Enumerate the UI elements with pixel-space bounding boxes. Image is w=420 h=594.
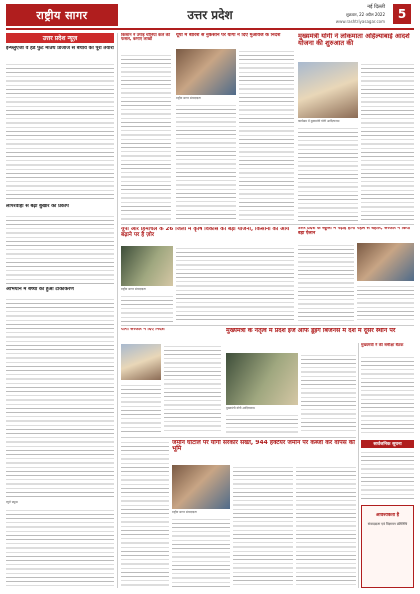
masthead-website: www.rashtriyasagar.com [335,19,385,24]
right-mid-text-1 [298,243,354,323]
divider-mid [121,224,414,225]
col2-article-text [121,53,171,223]
right-mid-text-2 [357,284,414,323]
lead-article-text-right [361,62,414,222]
cm-photo [226,353,298,405]
left-headline-3: अभियान में बच्चों का हुआ टीकाकरण [6,287,74,292]
column-divider-1 [117,33,118,588]
mid-headline: यूपी और हिमाचल के 26 जिलों में कृषि विकास की बड़ी योजना, किसानों को आय बढ़ाने पर है ज़ोर [121,227,290,238]
right-headline: मुख्यमंत्री ने की समीक्षा बैठक [361,343,404,347]
left-section-label: उत्तर प्रदेश न्यूज़ [6,33,114,43]
masthead-rule [6,28,414,30]
bottom-text-1 [233,465,293,588]
cm-photo-caption: मुख्यमंत्री योगी आदित्यनाथ [226,406,255,410]
section-state-title: उत्तर प्रदेश [187,8,233,22]
bottom-headline: जमीन घोटाले पर योगी सरकार सख्त, 944 हेक्टेयर जमीन पर कब्जा कर वापस की भूमि [172,440,355,453]
bottom-photo-caption: राष्ट्रीय सागर संवाददाता [172,510,197,514]
right-mid-headline: उत्तर प्रदेश के स्कूलों में पढ़ाई होगी पहले से बेहतर, सरकार ने किया बड़ा ऐलान [298,227,411,236]
bottom-text-3 [172,517,230,588]
left-headline-1: इन्फ्लुएंजा व हैंड फुट माउथ डिजीज से बचाव की पूरी तैयारी [6,46,114,51]
top-headline: यूपी में बारिश से नुकसान पर योगी ने दिए मुआवजे के निर्देश [176,33,281,38]
mid-article-text-2 [121,294,173,322]
cm-headline: मुख्यमंत्री के नेतृत्व में प्रदेश ईज ऑफ डूइंग बिजनेस में देश में दूसरे स्थान पर [226,328,396,334]
lead-photo [298,62,358,118]
mid-photo-caption: राष्ट्रीय सागर संवाददाता [121,287,146,291]
mid-photo [121,246,173,286]
top-article-text-left [176,103,236,221]
top-photo-caption: राष्ट्रीय सागर संवाददाता [176,96,201,100]
top-article-text-right [239,49,294,221]
lead-article-text-left [298,126,358,222]
left-byline: ब्यूरो प्रमुख [6,500,18,504]
left-headline-2: लापरवाही से बढ़ा बुखार का प्रकोप [6,204,69,209]
mid2-text-2 [121,383,161,434]
divider-lower [121,325,414,326]
top-story-photo [176,49,236,95]
lead-photo-caption: कार्यक्रम में मुख्यमंत्री योगी आदित्यनाथ [298,119,340,123]
divider-bottom [121,437,356,438]
left-article-2-text [6,214,114,284]
left-article-1-text [6,62,114,200]
col2-headline: किसान ने उगाई चीनिया केले की फसल, कमाए लाखों [121,33,170,42]
ad-text: संवाददाता एवं विज्ञापन प्रतिनिधि [367,522,408,526]
column-divider-right [358,343,359,588]
lower-left-text [121,440,169,588]
masthead-brand: राष्ट्रीय सागर [6,4,118,26]
cm-text-1 [301,353,356,434]
lead-headline: मुख्यमंत्री योगी ने लोकमाता अहिल्याबाई आदर्श योजना की शुरुआत की [298,33,410,47]
mid-article-text [176,246,294,322]
notice-title: सार्वजनिक सूचना [361,440,414,448]
masthead-city: नई दिल्ली [367,4,385,10]
page-number: 5 [393,4,411,24]
mid2-text-1 [164,344,221,434]
masthead-date: शुक्रवार, 22 अप्रैल 2022 [345,12,385,17]
left-article-4-text [6,508,114,588]
notice-text [361,450,414,502]
bottom-photo [172,465,230,509]
left-article-3-text [6,297,114,497]
right-text [361,355,414,435]
ad-title: आवश्यकता है [375,513,400,518]
mid2-photo [121,344,161,380]
right-mid-photo [357,243,414,281]
cm-text-2 [226,413,298,434]
bottom-text-2 [296,465,356,588]
classified-ad [361,505,414,588]
mid2-headline: योगी सरकार ने दिए निर्देश [121,328,165,332]
